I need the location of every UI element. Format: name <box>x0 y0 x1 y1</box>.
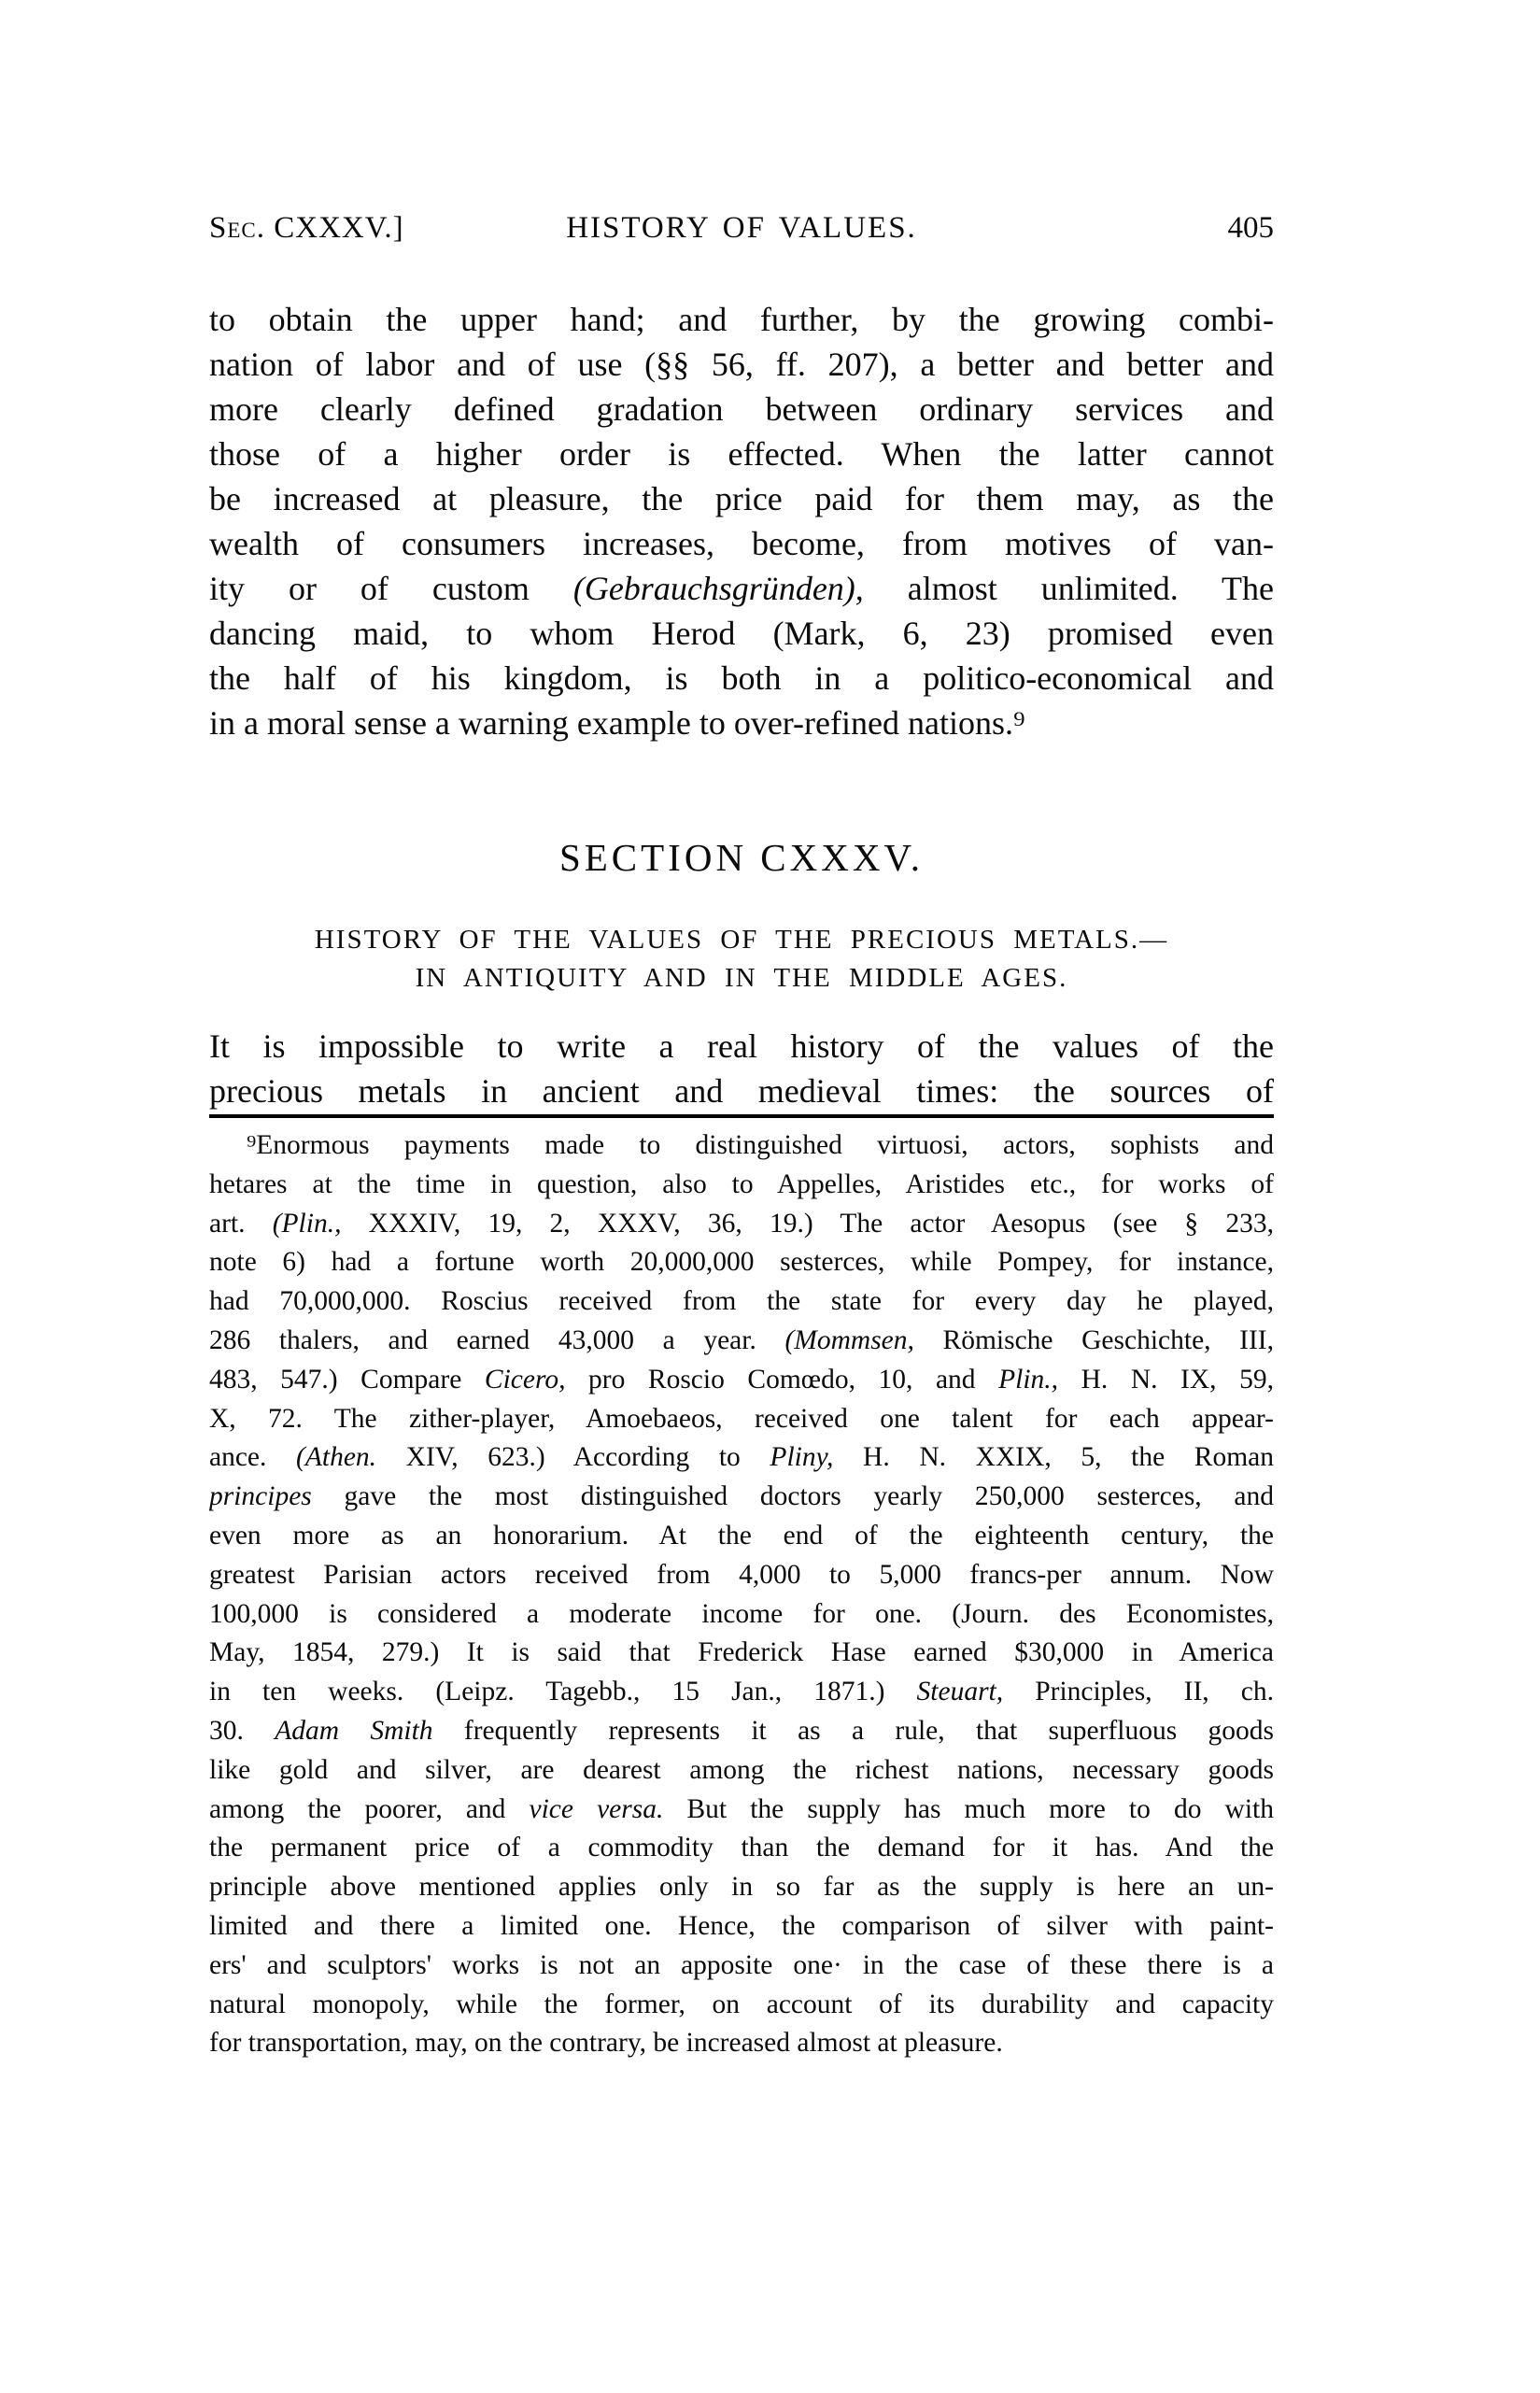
section-subtitle <box>209 921 1274 998</box>
footnote <box>209 1126 1274 2063</box>
text-line: ance. (Athen. XIV, 623.) According to Pliny, H. N. XXIX, 5, the Roman <box>209 1442 1274 1473</box>
text-line: for transportation, may, on the contrary, be increased almost at pleasure. <box>209 2028 1003 2059</box>
text-line: more clearly defined gradation between ordinary services and <box>209 390 1274 428</box>
text-line: limited and there a limited one. Hence, the comparison of silver with paint- <box>209 1910 1274 1941</box>
running-header <box>209 211 1274 246</box>
body-paragraph <box>209 1024 1274 1113</box>
text-line: principes gave the most distinguished doctors yearly 250,000 sesterces, and <box>209 1481 1274 1512</box>
text-line: hetares at the time in question, also to Appelles, Aristides etc., for works of <box>209 1168 1274 1199</box>
text-line: It is impossible to write a real history of the values of the <box>209 1027 1274 1065</box>
text-line: IN ANTIQUITY AND IN THE MIDDLE AGES. <box>415 963 1068 993</box>
text-line: 286 thalers, and earned 43,000 a year. (Mommsen, Römische Geschichte, III, <box>209 1324 1274 1355</box>
section-heading: SECTION CXXXV. <box>558 836 925 879</box>
text-line: 30. Adam Smith frequently represents it as a rule, that superfluous goods <box>209 1715 1274 1746</box>
text-line: the half of his kingdom, is both in a politico-economical and <box>209 659 1274 697</box>
header-page-number: 405 <box>1227 211 1274 245</box>
text-line: note 6) had a fortune worth 20,000,000 sesterces, while Pompey, for instance, <box>209 1247 1274 1278</box>
text-line: ⁹Enormous payments made to distinguished virtuosi, actors, sophists and <box>247 1130 1274 1160</box>
text-line: X, 72. The zither-player, Amoebaeos, received one talent for each appear- <box>209 1403 1274 1434</box>
text-line: in a moral sense a warning example to over-refined nations.⁹ <box>209 704 1025 742</box>
text-line: among the poorer, and vice versa. But the supply has much more to do with <box>209 1793 1274 1824</box>
text-line: those of a higher order is effected. When the latter cannot <box>209 435 1274 473</box>
text-line: nation of labor and of use (§§ 56, ff. 207), a better and better and <box>209 346 1274 383</box>
text-line: 483, 547.) Compare Cicero, pro Roscio Comœdo, 10, and Plin., H. N. IX, 59, <box>209 1364 1274 1395</box>
body-paragraph-continued <box>209 297 1274 745</box>
header-section-label: Sec. CXXXV.] <box>209 211 404 245</box>
text-line: art. (Plin., XXXIV, 19, 2, XXXV, 36, 19.) The actor Aesopus (see § 233, <box>209 1208 1274 1239</box>
text-line: 100,000 is considered a moderate income for one. (Journ. des Economistes, <box>209 1598 1274 1629</box>
text-line: had 70,000,000. Roscius received from the state for every day he played, <box>209 1286 1274 1317</box>
text-line: natural monopoly, while the former, on account of its durability and capacity <box>209 1989 1274 2019</box>
text-line: ers' and sculptors' works is not an apposite one· in the case of these there is a <box>209 1949 1274 1980</box>
text-line: ity or of custom (Gebrauchsgründen), almost unlimited. The <box>209 570 1274 607</box>
header-title: HISTORY OF VALUES. <box>566 211 917 245</box>
footnote-divider <box>209 1114 1274 1118</box>
text-line: dancing maid, to whom Herod (Mark, 6, 23) promised even <box>209 615 1274 652</box>
text-line: May, 1854, 279.) It is said that Frederick Hase earned $30,000 in America <box>209 1637 1274 1668</box>
text-line: greatest Parisian actors received from 4,000 to 5,000 francs-per annum. Now <box>209 1559 1274 1590</box>
text-line: principle above mentioned applies only in so far as the supply is here an un- <box>209 1872 1274 1903</box>
text-line: even more as an honorarium. At the end of the eighteenth century, the <box>209 1520 1274 1550</box>
text-line: precious metals in ancient and medieval times: the sources of <box>209 1072 1274 1110</box>
text-line: the permanent price of a commodity than the demand for it has. And the <box>209 1833 1274 1863</box>
text-line: to obtain the upper hand; and further, by the growing combi- <box>209 301 1274 338</box>
text-line: in ten weeks. (Leipz. Tagebb., 15 Jan., 1871.) Steuart, Principles, II, ch. <box>209 1677 1274 1707</box>
text-line: like gold and silver, are dearest among the richest nations, necessary goods <box>209 1754 1274 1785</box>
text-line: HISTORY OF THE VALUES OF THE PRECIOUS METALS.— <box>314 925 1169 955</box>
text-line: wealth of consumers increases, become, from motives of van- <box>209 525 1274 562</box>
text-line: be increased at pleasure, the price paid for them may, as the <box>209 480 1274 517</box>
